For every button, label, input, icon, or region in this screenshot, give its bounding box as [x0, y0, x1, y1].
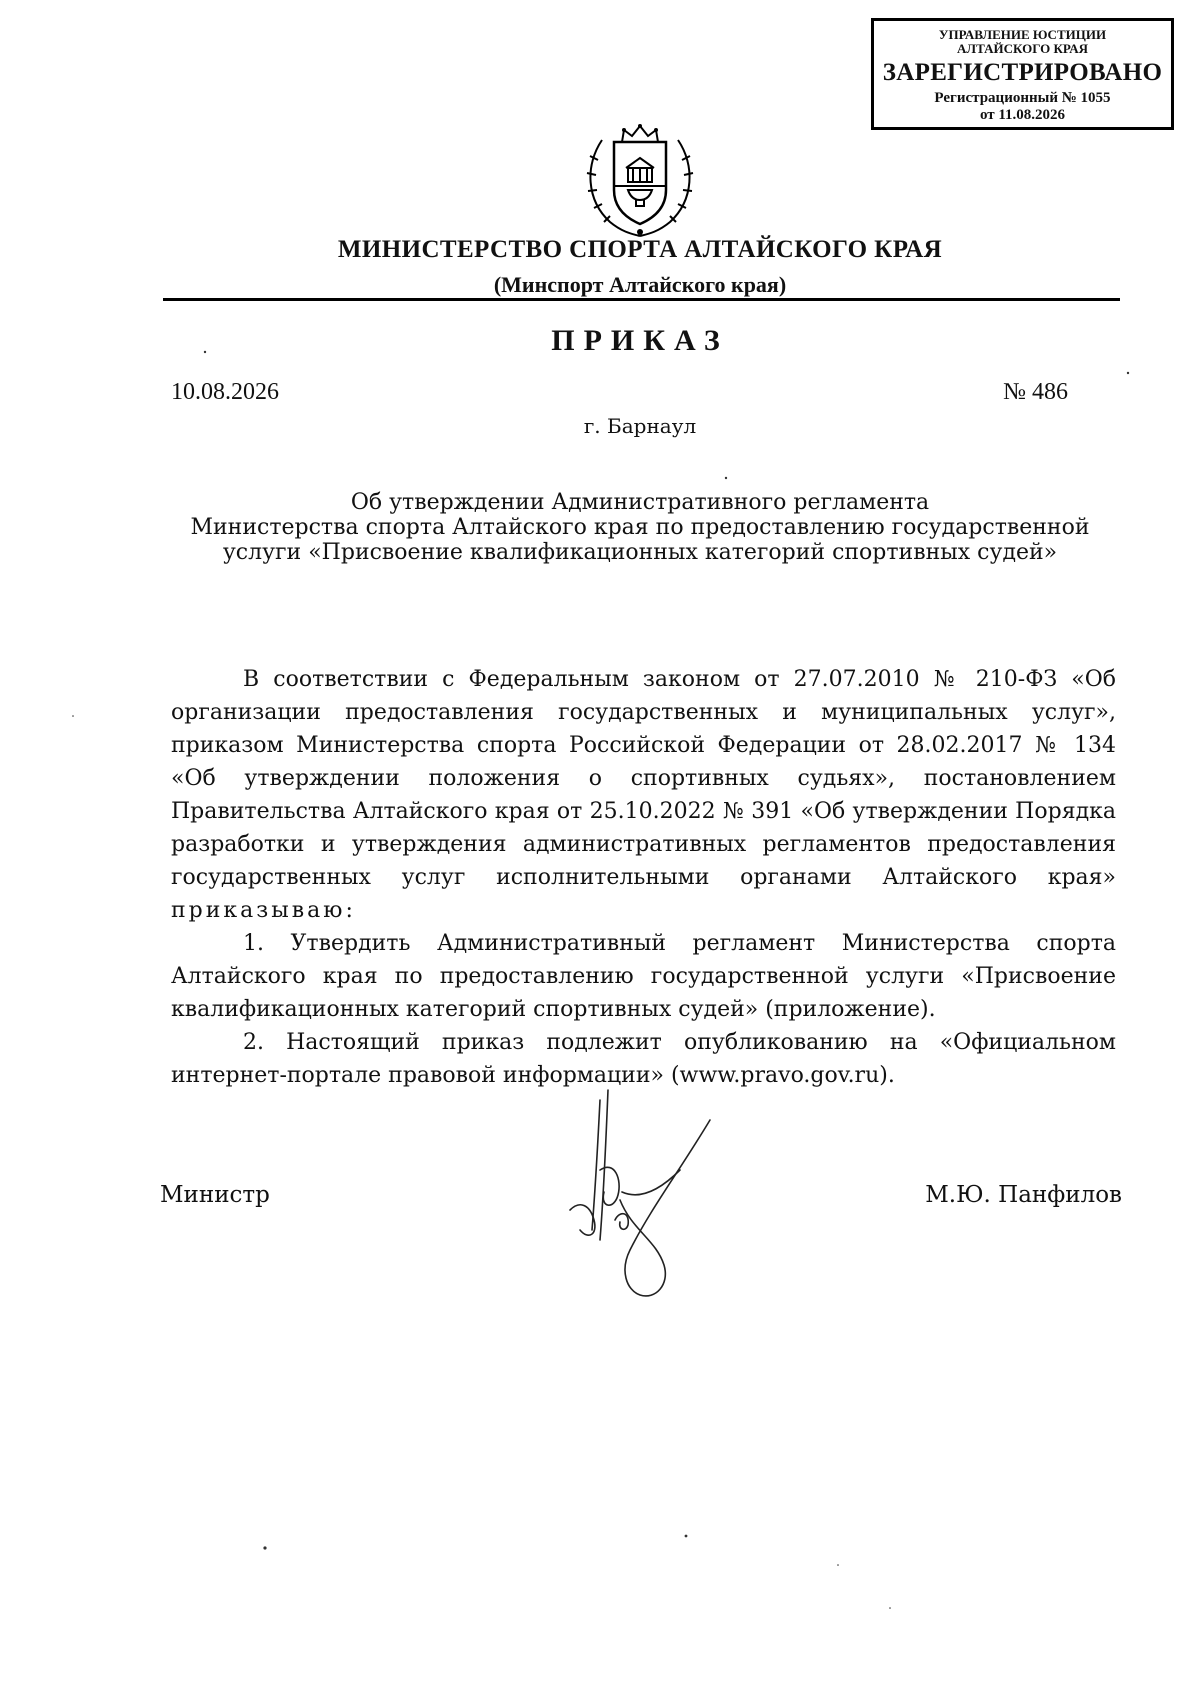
- stamp-authority-line2: АЛТАЙСКОГО КРАЯ: [957, 40, 1088, 56]
- header-divider: [163, 298, 1120, 301]
- preamble-text: В соответствии с Федеральным законом от 27.07.2010 № 210-ФЗ «Об организации предоставления государственных и муниципальных услуг», приказом Министерства спорта Российской Федерации от 28.02.2017 № 134 «Об утверждении положения о спортивных судьях», постановлением Правительства Алтайского края от 25.10.2022 № 391 «Об утверждении Порядка разработки и утверждения административных регламентов предоставления государственных услуг исполнительными органами Алтайского края»: [171, 667, 1116, 890]
- stamp-authority-line1: УПРАВЛЕНИЕ ЮСТИЦИИ: [938, 27, 1107, 42]
- order-title-line: Об утверждении Административного регламента: [350, 490, 930, 515]
- order-item-1: 1. Утвердить Административный регламент Министерства спорта Алтайского края по предоставлению государственной услуги «Присвоение квалификационных категорий спортивных судей» (приложение).: [171, 931, 1116, 1022]
- order-item-2: 2. Настоящий приказ подлежит опубликованию на «Официальном интернет-портале правовой информации» (www.pravo.gov.ru).: [171, 1030, 1116, 1088]
- signatory-name: М.Ю. Панфилов: [925, 1182, 1122, 1208]
- handwritten-signature: [560, 1080, 740, 1320]
- stamp-reg-number: Регистрационный № 1055: [934, 89, 1111, 106]
- registration-stamp: [871, 18, 1174, 130]
- coat-of-arms-icon: [580, 120, 700, 242]
- ministry-name: МИНИСТЕРСТВО СПОРТА АЛТАЙСКОГО КРАЯ: [337, 236, 943, 263]
- order-city: г. Барнаул: [583, 414, 697, 438]
- order-body: [171, 663, 1116, 1092]
- order-date: 10.08.2026: [171, 379, 279, 405]
- stamp-reg-date: от 11.08.2026: [979, 107, 1066, 124]
- stamp-status: ЗАРЕГИСТРИРОВАНО: [882, 59, 1163, 87]
- order-word: приказываю:: [171, 898, 356, 923]
- order-title-line: услуги «Присвоение квалификационных категорий спортивных судей»: [222, 540, 1058, 565]
- preamble-paragraph: [171, 663, 1116, 927]
- ministry-short-name: (Минспорт Алтайского края): [493, 272, 787, 297]
- order-title-line: Министерства спорта Алтайского края по предоставлению государственной: [190, 515, 1090, 540]
- signatory-title: Министр: [160, 1182, 270, 1208]
- order-title: [160, 490, 1120, 565]
- document-type: ПРИКАЗ: [551, 324, 729, 357]
- order-number: № 486: [1003, 379, 1068, 405]
